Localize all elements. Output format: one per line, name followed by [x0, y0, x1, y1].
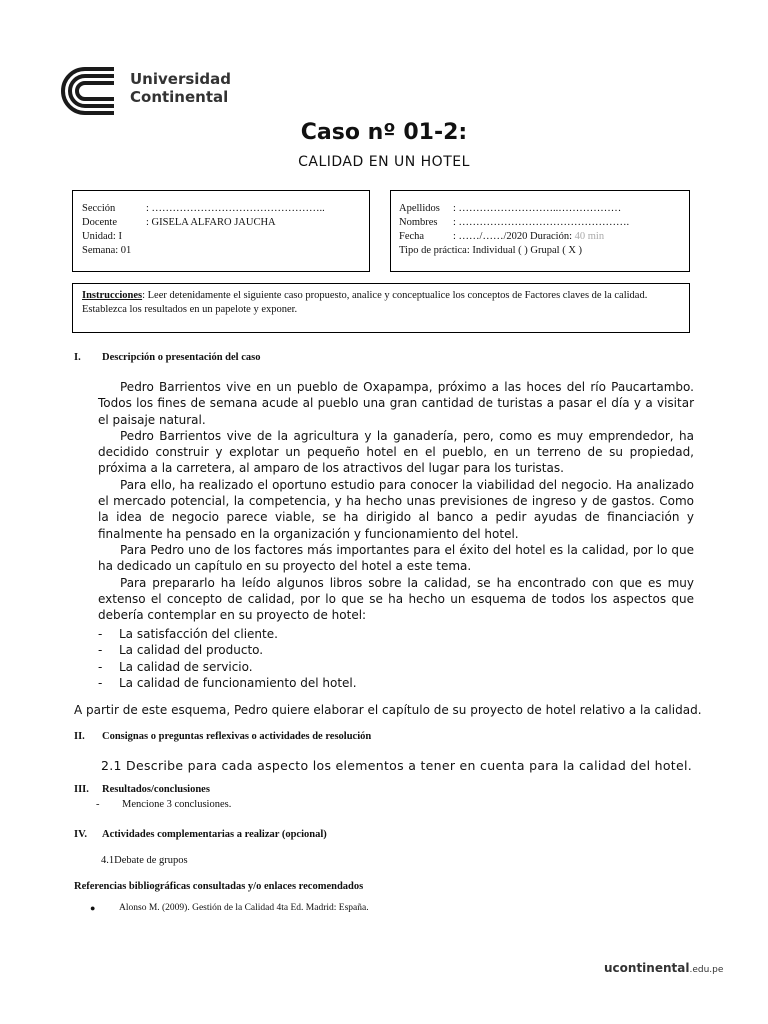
- section-3-number: III.: [74, 784, 89, 795]
- university-line1: Universidad: [130, 70, 232, 88]
- section-2-title: Consignas o preguntas reflexivas o actividades de resolución: [102, 731, 372, 742]
- case-description: [98, 379, 694, 623]
- course-info-box: [72, 190, 370, 272]
- fecha-label: Fecha: [399, 231, 425, 242]
- university-line2: Continental: [130, 88, 229, 106]
- student-info-box: [390, 190, 690, 272]
- semana-text: Semana: 01: [82, 245, 132, 256]
- conclusions-item: Mencione 3 conclusiones.: [122, 799, 232, 810]
- apellidos-label: Apellidos: [399, 203, 440, 214]
- question-2-1: 2.1 Describe para cada aspecto los elementos a tener en cuenta para la calidad del hotel.: [101, 758, 693, 773]
- closing-sentence: A partir de este esquema, Pedro quiere elaborar el capítulo de su proyecto de hotel relativo a la calidad.: [74, 703, 702, 717]
- bullet-icon: ●: [90, 903, 96, 913]
- page-title: Caso nº 01-2:: [300, 120, 468, 145]
- section-1-title: Descripción o presentación del caso: [102, 352, 261, 363]
- footer-domain: .edu.pe: [689, 965, 724, 975]
- section-2-number: II.: [74, 731, 85, 742]
- instructions-box: [72, 283, 690, 333]
- footer-brand: ucontinental: [604, 961, 690, 975]
- seccion-value: : …………………………………………..: [146, 203, 325, 214]
- university-name: [130, 70, 231, 106]
- page-subtitle: CALIDAD EN UN HOTEL: [298, 154, 470, 170]
- section-3-title: Resultados/conclusiones: [102, 784, 210, 795]
- section-1-number: I.: [74, 352, 81, 363]
- docente-label: Docente: [82, 217, 117, 228]
- dash-marker: -: [96, 799, 100, 810]
- paragraph: Para Pedro uno de los factores más importantes para el éxito del hotel es la calidad, por lo que ha dedicado un capítulo en su proyecto del hotel a este tema.: [98, 542, 694, 574]
- paragraph: Para prepararlo ha leído algunos libros sobre la calidad, se ha encontrado con que es muy extenso el concepto de calidad, por lo que se ha hecho un esquema de todos los aspectos que debería contemplar en su proyecto de hotel:: [98, 575, 694, 623]
- paragraph: Pedro Barrientos vive en un pueblo de Oxapampa, próximo a las hoces del río Paucartambo. Todos los fines de semana acude al pueblo una gran cantidad de turistas a pasar el día y a visitar el paisaje natural.: [98, 380, 694, 427]
- reference-item: Alonso M. (2009). Gestión de la Calidad 4ta Ed. Madrid: España.: [119, 903, 369, 913]
- apellidos-value[interactable]: : ………………………..………………: [453, 203, 622, 214]
- paragraph: Pedro Barrientos vive de la agricultura y la ganadería, pero, como es muy emprendedor, ha decidido construir y explotar un pequeño hotel en el pueblo, en un terreno de su propiedad, próxima a la carretera, al amparo de los atractivos del lugar para los turistas.: [98, 428, 694, 476]
- docente-value: : GISELA ALFARO JAUCHA: [146, 217, 276, 228]
- unidad-text: Unidad: I: [82, 231, 122, 242]
- instructions-text: : Leer detenidamente el siguiente caso propuesto, analice y conceptualice los conceptos de Factores claves de la calidad. Establezca los resultados en un papelote y exponer.: [82, 290, 648, 315]
- fecha-value[interactable]: : ……/……/2020 Duración:: [453, 231, 572, 242]
- seccion-label: Sección: [82, 203, 116, 214]
- university-logo-icon: [54, 66, 116, 121]
- instructions-label: Instrucciones: [82, 290, 143, 301]
- paragraph: Para ello, ha realizado el oportuno estudio para conocer la viabilidad del negocio. Ha analizado el mercado potencial, la competencia, y ha hecho unas previsiones de ingreso y de gastos. Como la idea de negocio parece viable, se ha dirigido al banco a pedir ayudas de financiación y finalmente ha pensado en la organización y funcionamiento del hotel.: [98, 477, 694, 541]
- tipo-practica: Tipo de práctica: Individual ( ) Grupal ( X ): [399, 245, 583, 256]
- duracion-value: 40 min: [574, 231, 605, 242]
- section-4-title: Actividades complementarias a realizar (opcional): [102, 829, 327, 840]
- references-title: Referencias bibliográficas consultadas y/o enlaces recomendados: [74, 881, 364, 892]
- activities-item: 4.1Debate de grupos: [101, 855, 188, 866]
- footer-brand-logo: [604, 961, 723, 975]
- nombres-label: Nombres: [399, 217, 438, 228]
- section-4-number: IV.: [74, 829, 87, 840]
- nombres-value[interactable]: : ………………………………………….: [453, 217, 630, 228]
